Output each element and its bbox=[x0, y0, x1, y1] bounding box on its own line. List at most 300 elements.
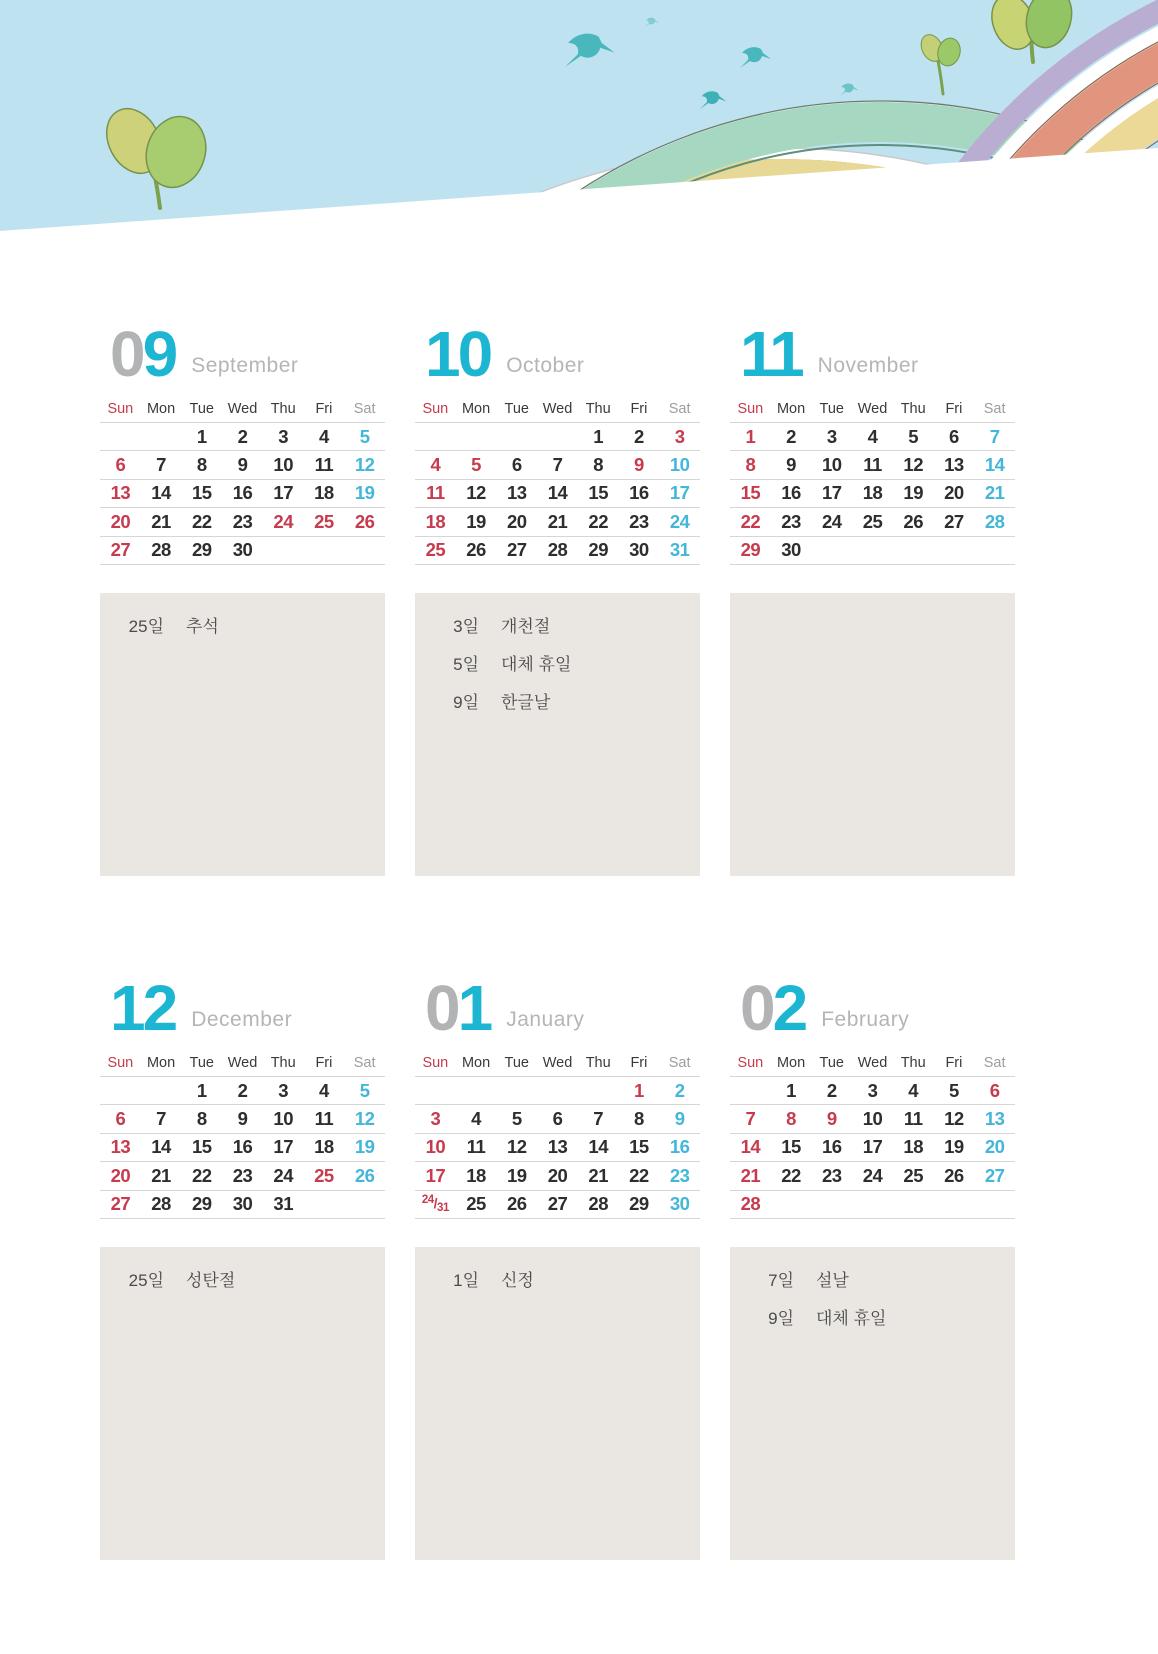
weekday-label: Tue bbox=[504, 1054, 529, 1071]
month-digit: 1 bbox=[457, 971, 491, 1044]
holiday-note-name: 대체 휴일 bbox=[501, 654, 572, 674]
day-cell: 24 bbox=[273, 1164, 293, 1186]
day-cell: 27 bbox=[944, 510, 964, 532]
month-digit: 2 bbox=[142, 971, 176, 1044]
day-cell: 31 bbox=[669, 539, 690, 561]
day-cell: 9 bbox=[634, 454, 644, 476]
day-cell: 22 bbox=[740, 510, 761, 532]
day-cell: 29 bbox=[191, 539, 212, 561]
weekday-label: Fri bbox=[630, 1054, 648, 1071]
weekday-label: Mon bbox=[461, 401, 491, 417]
holiday-note-day: 5일 bbox=[453, 654, 479, 674]
weekday-label: Fri bbox=[315, 1054, 333, 1071]
day-cell: 5 bbox=[359, 1079, 370, 1101]
week-row bbox=[730, 451, 1015, 479]
week-row bbox=[730, 1162, 1015, 1190]
day-cell: 17 bbox=[669, 482, 690, 504]
weekday-label: Sun bbox=[107, 401, 134, 417]
day-cell: 8 bbox=[786, 1108, 796, 1130]
month-digit: 0 bbox=[457, 317, 491, 390]
week-row bbox=[100, 1105, 385, 1133]
week-row bbox=[415, 1162, 700, 1190]
weekday-label: Tue bbox=[189, 1054, 214, 1071]
month-header bbox=[415, 971, 700, 1044]
month-name: October bbox=[506, 354, 585, 377]
day-cell: 17 bbox=[273, 482, 293, 504]
day-cell: 7 bbox=[156, 1108, 166, 1130]
weekday-label: Mon bbox=[776, 401, 806, 417]
weekday-label: Sun bbox=[737, 401, 764, 417]
weekday-label: Sat bbox=[668, 401, 691, 417]
day-cell: 19 bbox=[466, 510, 486, 532]
week-row bbox=[100, 1191, 385, 1219]
day-cell: 14 bbox=[151, 1136, 171, 1158]
weekday-label: Thu bbox=[270, 401, 296, 417]
day-cell: 31 bbox=[273, 1193, 293, 1215]
day-cell: 17 bbox=[821, 482, 842, 504]
day-cell: 21 bbox=[588, 1164, 608, 1186]
day-cell: 27 bbox=[984, 1164, 1005, 1186]
weekday-label: Sat bbox=[353, 401, 376, 417]
day-cell: 20 bbox=[547, 1164, 568, 1186]
weekday-label: Wed bbox=[857, 401, 888, 417]
day-cell: 5 bbox=[359, 425, 370, 447]
weeks bbox=[100, 1076, 385, 1219]
day-cell: 12 bbox=[354, 454, 375, 476]
week-row bbox=[415, 480, 700, 508]
day-cell: 29 bbox=[629, 1193, 649, 1215]
day-cell: 4 bbox=[319, 1079, 329, 1101]
holiday-note-day: 3일 bbox=[453, 616, 479, 636]
week-row bbox=[730, 1105, 1015, 1133]
day-cell: 22 bbox=[781, 1164, 801, 1186]
day-cell: 16 bbox=[669, 1136, 690, 1158]
month-name: November bbox=[817, 354, 919, 377]
day-cell: 19 bbox=[944, 1136, 964, 1158]
day-cell: 8 bbox=[196, 1108, 207, 1130]
day-cell: 24 bbox=[669, 510, 690, 532]
month-header bbox=[730, 971, 1015, 1044]
day-cell: 16 bbox=[781, 482, 801, 504]
calendar-grid bbox=[100, 396, 385, 565]
day-cell: 10 bbox=[862, 1108, 883, 1130]
day-cell: 30 bbox=[669, 1193, 690, 1215]
week-row bbox=[730, 1191, 1015, 1219]
day-cell: 30 bbox=[232, 539, 253, 561]
calendar-grid bbox=[415, 1050, 700, 1219]
day-cell: 21 bbox=[151, 1164, 171, 1186]
day-cell: 19 bbox=[903, 482, 923, 504]
day-cell: 8 bbox=[745, 454, 756, 476]
day-cell: 23 bbox=[821, 1164, 842, 1186]
day-cell: 25 bbox=[314, 510, 334, 532]
day-cell: 20 bbox=[110, 1164, 131, 1186]
calendar-grid bbox=[100, 1050, 385, 1219]
day-cell: 6 bbox=[511, 454, 522, 476]
weekday-label: Wed bbox=[542, 401, 573, 417]
day-cell: 9 bbox=[237, 454, 248, 476]
day-cell: 14 bbox=[588, 1136, 608, 1158]
header-illustration bbox=[0, 0, 1158, 235]
day-cell: 4 bbox=[471, 1108, 481, 1130]
holiday-note bbox=[748, 1262, 1003, 1300]
day-cell: 28 bbox=[740, 1193, 761, 1215]
holiday-note bbox=[433, 1262, 688, 1300]
calendar-grid bbox=[730, 1050, 1015, 1219]
weekday-header-row bbox=[100, 396, 385, 422]
day-cell: 23 bbox=[232, 510, 253, 532]
weeks bbox=[100, 422, 385, 565]
week-row bbox=[415, 1134, 700, 1162]
day-cell: 11 bbox=[466, 1136, 486, 1158]
month-block bbox=[100, 972, 385, 1560]
day-cell: 13 bbox=[944, 454, 964, 476]
day-cell: 20 bbox=[110, 510, 131, 532]
month-name: September bbox=[191, 354, 299, 377]
holiday-note-day: 9일 bbox=[453, 692, 479, 712]
holiday-notes-box bbox=[100, 593, 385, 876]
day-cell: 16 bbox=[821, 1136, 842, 1158]
day-cell: 2 bbox=[237, 1079, 248, 1101]
day-cell: 8 bbox=[634, 1108, 644, 1130]
day-cell: 5 bbox=[949, 1079, 959, 1101]
day-cell: 28 bbox=[984, 510, 1005, 532]
weekday-label: Wed bbox=[542, 1054, 573, 1071]
weekday-label: Mon bbox=[461, 1054, 491, 1071]
weekday-label: Fri bbox=[630, 401, 648, 417]
weekday-label: Sun bbox=[107, 1054, 134, 1071]
day-cell: 13 bbox=[110, 482, 131, 504]
month-block bbox=[415, 972, 700, 1560]
week-row bbox=[730, 480, 1015, 508]
holiday-note-name: 신정 bbox=[501, 1270, 534, 1290]
holiday-note bbox=[118, 608, 373, 646]
day-cell: 11 bbox=[426, 482, 445, 504]
day-cell: 1 bbox=[745, 425, 756, 447]
day-cell: 17 bbox=[425, 1164, 446, 1186]
day-cell: 18 bbox=[314, 482, 334, 504]
month-header bbox=[100, 317, 385, 390]
weekday-label: Sun bbox=[737, 1054, 764, 1071]
week-row bbox=[100, 537, 385, 565]
day-cell: 6 bbox=[115, 1108, 126, 1130]
weekday-header-row bbox=[415, 1050, 700, 1076]
day-cell: 3 bbox=[278, 1079, 289, 1101]
day-cell: 23 bbox=[232, 1164, 253, 1186]
day-cell: 29 bbox=[588, 539, 608, 561]
day-cell: 22 bbox=[629, 1164, 649, 1186]
month-header bbox=[100, 971, 385, 1044]
week-row bbox=[100, 480, 385, 508]
month-digit: 0 bbox=[110, 317, 143, 390]
weekday-label: Tue bbox=[819, 401, 844, 417]
day-cell: 24 bbox=[821, 510, 842, 532]
month-number bbox=[425, 971, 491, 1044]
day-cell: 26 bbox=[903, 510, 923, 532]
day-cell: 6 bbox=[552, 1108, 563, 1130]
day-cell: 26 bbox=[354, 510, 375, 532]
day-cell: 3 bbox=[278, 425, 289, 447]
day-cell: 22 bbox=[191, 510, 212, 532]
holiday-note-day: 7일 bbox=[768, 1270, 794, 1290]
day-cell: 16 bbox=[629, 482, 649, 504]
holiday-note-name: 개천절 bbox=[501, 616, 551, 636]
holiday-note bbox=[433, 684, 688, 722]
weekday-label: Sat bbox=[353, 1054, 376, 1071]
weekday-label: Sun bbox=[422, 1054, 449, 1071]
month-digit: 1 bbox=[110, 971, 143, 1044]
day-cell: 30 bbox=[781, 539, 801, 561]
month-block bbox=[730, 972, 1015, 1560]
holiday-notes-box bbox=[415, 593, 700, 876]
week-row bbox=[730, 1134, 1015, 1162]
month-number bbox=[110, 317, 176, 390]
day-cell: 23 bbox=[669, 1164, 690, 1186]
holiday-notes-box bbox=[415, 1247, 700, 1560]
weekday-label: Mon bbox=[146, 1054, 176, 1071]
day-cell: 12 bbox=[944, 1108, 964, 1130]
day-cell: 23 bbox=[629, 510, 649, 532]
holiday-note bbox=[118, 1262, 373, 1300]
day-cell: 27 bbox=[110, 1193, 131, 1215]
day-cell: 26 bbox=[944, 1164, 964, 1186]
day-cell: 15 bbox=[191, 482, 212, 504]
day-cell: 4 bbox=[908, 1079, 919, 1101]
day-cell: 19 bbox=[354, 482, 375, 504]
day-cell: 3 bbox=[826, 425, 837, 447]
day-cell: 1 bbox=[593, 425, 604, 447]
day-cell: 30 bbox=[629, 539, 649, 561]
day-cell: 15 bbox=[191, 1136, 212, 1158]
day-cell: 14 bbox=[984, 454, 1005, 476]
day-cell: 9 bbox=[237, 1108, 248, 1130]
day-cell: 10 bbox=[273, 454, 293, 476]
week-row bbox=[730, 423, 1015, 451]
day-cell: 18 bbox=[903, 1136, 923, 1158]
day-cell: 18 bbox=[425, 510, 446, 532]
holiday-note bbox=[433, 608, 688, 646]
day-cell: 25 bbox=[425, 539, 446, 561]
day-cell: 10 bbox=[273, 1108, 293, 1130]
weeks bbox=[730, 422, 1015, 565]
week-row bbox=[100, 1077, 385, 1105]
week-row bbox=[415, 508, 700, 536]
day-cell: 9 bbox=[786, 454, 796, 476]
week-row bbox=[415, 1077, 700, 1105]
day-cell: 18 bbox=[466, 1164, 486, 1186]
weekday-header-row bbox=[100, 1050, 385, 1076]
day-cell: 20 bbox=[984, 1136, 1005, 1158]
month-number bbox=[110, 971, 176, 1044]
weekday-label: Tue bbox=[189, 401, 214, 417]
weekday-header-row bbox=[730, 396, 1015, 422]
day-cell: 14 bbox=[151, 482, 171, 504]
day-cell: 3 bbox=[430, 1108, 441, 1130]
day-cell: 13 bbox=[984, 1108, 1005, 1130]
day-cell: 21 bbox=[984, 482, 1005, 504]
month-number bbox=[740, 317, 802, 390]
weekday-label: Thu bbox=[585, 1054, 611, 1071]
holiday-note bbox=[748, 1300, 1003, 1338]
day-cell: 26 bbox=[354, 1164, 375, 1186]
month-digit: 0 bbox=[740, 971, 773, 1044]
day-cell: 10 bbox=[821, 454, 842, 476]
holiday-note-name: 성탄절 bbox=[186, 1270, 236, 1290]
day-cell: 8 bbox=[196, 454, 207, 476]
day-cell: 29 bbox=[740, 539, 761, 561]
day-cell: 13 bbox=[506, 482, 527, 504]
weeks bbox=[415, 422, 700, 565]
day-cell: 7 bbox=[593, 1108, 604, 1130]
day-cell: 2 bbox=[786, 425, 796, 447]
month-header bbox=[415, 317, 700, 390]
day-cell: 14 bbox=[547, 482, 568, 504]
weekday-label: Mon bbox=[146, 401, 176, 417]
month-name: December bbox=[191, 1007, 293, 1031]
day-cell: $^{24}$/31 bbox=[421, 1194, 449, 1215]
day-cell: 25 bbox=[903, 1164, 923, 1186]
day-cell: 18 bbox=[314, 1136, 334, 1158]
day-cell: 17 bbox=[862, 1136, 883, 1158]
day-cell: 12 bbox=[903, 454, 923, 476]
day-cell: 5 bbox=[908, 425, 919, 447]
day-cell: 27 bbox=[506, 539, 527, 561]
day-cell: 15 bbox=[781, 1136, 801, 1158]
day-cell: 1 bbox=[786, 1079, 796, 1101]
weekday-header-row bbox=[415, 396, 700, 422]
holiday-note-day: 1일 bbox=[453, 1270, 479, 1290]
day-cell: 15 bbox=[629, 1136, 649, 1158]
day-cell: 7 bbox=[989, 425, 1000, 447]
month-block bbox=[730, 318, 1015, 876]
day-cell: 11 bbox=[903, 1108, 923, 1130]
weekday-label: Thu bbox=[585, 401, 611, 417]
day-cell: 22 bbox=[191, 1164, 212, 1186]
month-block bbox=[100, 318, 385, 876]
week-row bbox=[415, 451, 700, 479]
day-cell: 24 bbox=[862, 1164, 883, 1186]
day-cell: 30 bbox=[232, 1193, 253, 1215]
day-cell: 5 bbox=[471, 454, 481, 476]
day-cell: 7 bbox=[156, 454, 166, 476]
holiday-note-day: 25일 bbox=[128, 1270, 164, 1290]
months-grid bbox=[100, 318, 1015, 1560]
day-cell: 25 bbox=[862, 510, 883, 532]
month-digit: 1 bbox=[769, 317, 802, 390]
day-cell: 3 bbox=[674, 425, 685, 447]
day-cell: 12 bbox=[354, 1108, 375, 1130]
month-name: February bbox=[821, 1007, 910, 1031]
day-cell: 12 bbox=[506, 1136, 527, 1158]
week-row bbox=[100, 451, 385, 479]
week-row bbox=[415, 1105, 700, 1133]
day-cell: 12 bbox=[466, 482, 486, 504]
day-cell: 7 bbox=[745, 1108, 756, 1130]
week-row bbox=[730, 508, 1015, 536]
month-digit: 9 bbox=[142, 317, 176, 390]
day-cell: 7 bbox=[552, 454, 563, 476]
weekday-header-row bbox=[730, 1050, 1015, 1076]
day-cell: 25 bbox=[466, 1193, 486, 1215]
day-cell: 26 bbox=[506, 1193, 527, 1215]
day-cell: 10 bbox=[669, 454, 690, 476]
week-row bbox=[730, 537, 1015, 565]
day-cell: 20 bbox=[506, 510, 527, 532]
day-cell: 28 bbox=[151, 1193, 171, 1215]
month-block bbox=[415, 318, 700, 876]
day-cell: 13 bbox=[110, 1136, 131, 1158]
holiday-notes-box bbox=[100, 1247, 385, 1560]
day-cell: 9 bbox=[826, 1108, 837, 1130]
day-cell: 8 bbox=[593, 454, 604, 476]
day-cell: 21 bbox=[547, 510, 568, 532]
day-cell: 15 bbox=[740, 482, 761, 504]
weekday-label: Thu bbox=[270, 1054, 296, 1071]
day-cell: 1 bbox=[196, 1079, 207, 1101]
holiday-note-day: 25일 bbox=[128, 616, 164, 636]
week-row bbox=[415, 423, 700, 451]
day-cell: 28 bbox=[151, 539, 171, 561]
day-cell: 6 bbox=[989, 1079, 1000, 1101]
day-cell: 28 bbox=[547, 539, 568, 561]
weekday-label: Sat bbox=[983, 401, 1006, 417]
day-cell: 27 bbox=[547, 1193, 568, 1215]
day-cell: 2 bbox=[826, 1079, 837, 1101]
day-cell: 6 bbox=[949, 425, 959, 447]
week-row bbox=[100, 1134, 385, 1162]
weekday-label: Fri bbox=[315, 401, 333, 417]
weekday-label: Mon bbox=[776, 1054, 806, 1071]
day-cell: 11 bbox=[863, 454, 882, 476]
day-cell: 2 bbox=[237, 425, 248, 447]
month-digit: 1 bbox=[740, 317, 770, 390]
holiday-note-name: 한글날 bbox=[501, 692, 551, 712]
day-cell: 4 bbox=[867, 425, 878, 447]
day-cell: 14 bbox=[740, 1136, 761, 1158]
day-cell: 21 bbox=[151, 510, 171, 532]
day-cell: 6 bbox=[115, 454, 126, 476]
week-row bbox=[730, 1077, 1015, 1105]
weekday-label: Tue bbox=[504, 401, 529, 417]
day-cell: 29 bbox=[191, 1193, 212, 1215]
weekday-label: Thu bbox=[900, 1054, 926, 1071]
weekday-label: Fri bbox=[945, 401, 963, 417]
calendar-grid bbox=[730, 396, 1015, 565]
day-cell: 16 bbox=[232, 1136, 253, 1158]
day-cell: 11 bbox=[314, 454, 334, 476]
weekday-label: Thu bbox=[900, 401, 926, 417]
day-cell: 16 bbox=[232, 482, 253, 504]
holiday-note-day: 9일 bbox=[768, 1308, 794, 1328]
day-cell: 2 bbox=[674, 1079, 685, 1101]
holiday-notes-box bbox=[730, 593, 1015, 876]
month-name: January bbox=[506, 1007, 585, 1031]
day-cell: 28 bbox=[588, 1193, 608, 1215]
day-cell: 4 bbox=[319, 425, 329, 447]
month-header bbox=[730, 317, 1015, 390]
week-row bbox=[415, 1191, 700, 1219]
day-cell: 10 bbox=[425, 1136, 446, 1158]
day-cell: 5 bbox=[511, 1108, 522, 1130]
week-row bbox=[415, 537, 700, 565]
month-number bbox=[425, 317, 491, 390]
holiday-note-name: 추석 bbox=[186, 616, 219, 636]
weeks bbox=[730, 1076, 1015, 1219]
weekday-label: Tue bbox=[819, 1054, 844, 1071]
month-digit: 2 bbox=[772, 971, 806, 1044]
day-cell: 23 bbox=[781, 510, 801, 532]
weekday-label: Sat bbox=[668, 1054, 691, 1071]
